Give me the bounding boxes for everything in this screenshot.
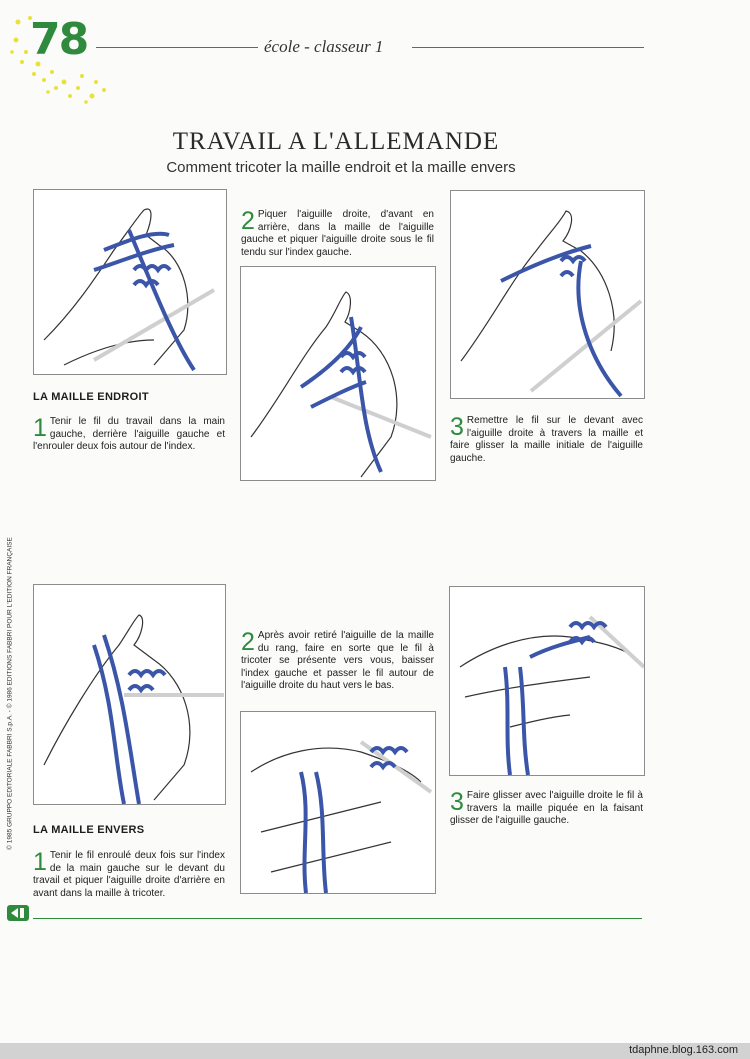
section-heading-envers: LA MAILLE ENVERS <box>33 824 145 836</box>
step-text: Piquer l'aiguille droite, d'avant en arrière, dans la maille de l'aiguille gauche et piquer l'aiguille droite sous le fil tendu sur l'index gauche. <box>241 209 434 258</box>
step-endroit-1 <box>33 416 225 454</box>
photo-envers-step-3 <box>449 586 645 776</box>
step-number: 2 <box>241 628 255 656</box>
section-heading-endroit: LA MAILLE ENDROIT <box>33 391 149 403</box>
page-title: TRAVAIL A L'ALLEMANDE <box>172 128 500 155</box>
series-label: école - classeur 1 <box>264 37 384 56</box>
step-text: Tenir le fil du travail dans la main gauche, derrière l'aiguille gauche et l'enrouler deux fois autour de l'index. <box>33 416 225 452</box>
photo-endroit-step-1 <box>33 189 227 375</box>
header-rule-right <box>412 47 644 48</box>
step-envers-1 <box>33 850 225 900</box>
step-number: 2 <box>241 207 255 235</box>
photo-envers-step-2 <box>240 711 436 894</box>
footer-source: tdaphne.blog.163.com <box>629 1044 738 1056</box>
step-text: Remettre le fil sur le devant avec l'aiguille droite à travers la maille et faire glisser la maille initiale de l'aiguille gauche. <box>450 415 643 464</box>
previous-page-arrow-icon[interactable] <box>7 905 29 921</box>
page-subtitle: Comment tricoter la maille endroit et la maille envers <box>166 159 516 176</box>
step-text: Tenir le fil enroulé deux fois sur l'index de la main gauche sur le devant du travail et piquer l'aiguille droite d'arrière en avant dans la maille à tricoter. <box>33 850 225 899</box>
photo-envers-step-1 <box>33 584 226 805</box>
step-endroit-2 <box>241 209 434 259</box>
step-envers-3 <box>450 790 643 828</box>
step-number: 1 <box>33 848 47 876</box>
step-text: Faire glisser avec l'aiguille droite le fil à travers la maille piquée en la faisant glisser de l'aiguille gauche. <box>450 790 643 826</box>
step-number: 3 <box>450 788 464 816</box>
side-credit <box>0 520 14 880</box>
footer-rule <box>33 918 642 919</box>
step-number: 1 <box>33 414 47 442</box>
page-number: 78 <box>30 14 88 65</box>
header-rule-left <box>96 47 258 48</box>
photo-endroit-step-3 <box>450 190 645 399</box>
photo-endroit-step-2 <box>240 266 436 481</box>
step-text: Après avoir retiré l'aiguille de la maille du rang, faire en sorte que le fil à tricoter se présente vers vous, baisser l'index gauche et passer le fil autour de l'aiguille droite du haut vers le bas. <box>241 630 434 691</box>
step-endroit-3 <box>450 415 643 465</box>
step-envers-2 <box>241 630 434 693</box>
side-credit-text: © 1985 GRUPPO EDITORIALE FABBRI S.p.A. - © 1986 EDITIONS FABBRI POUR L'EDITION FRANÇAISE <box>6 537 14 850</box>
step-number: 3 <box>450 413 464 441</box>
